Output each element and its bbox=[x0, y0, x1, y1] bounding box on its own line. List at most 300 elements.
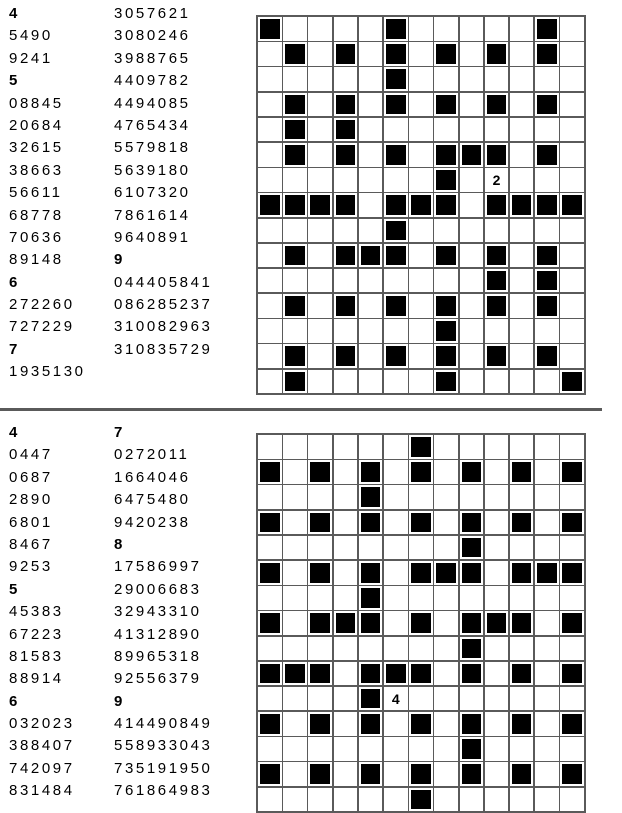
puzzle1-hint-cell-r7c10[interactable]: 2 bbox=[485, 168, 509, 192]
puzzle1-grid bbox=[256, 15, 586, 395]
puzzle2-clue-col2-line15: 558933043 bbox=[114, 737, 213, 755]
puzzle1-cell-r5c5[interactable] bbox=[359, 118, 383, 142]
puzzle2-cell-r11c12[interactable] bbox=[535, 687, 559, 711]
puzzle2-cell-r9c6[interactable] bbox=[384, 637, 408, 661]
puzzle1-cell-r5c3[interactable] bbox=[308, 118, 332, 142]
puzzle1-cell-r4c4-black bbox=[334, 93, 358, 117]
puzzle2-cell-r2c8[interactable] bbox=[434, 460, 458, 484]
puzzle2-cell-r5c13[interactable] bbox=[560, 536, 584, 560]
puzzle2-cell-r3c13[interactable] bbox=[560, 485, 584, 509]
puzzle1-cell-r11c2[interactable] bbox=[283, 269, 307, 293]
puzzle2-cell-r10c4[interactable] bbox=[334, 662, 358, 686]
puzzle2-cell-r11c4[interactable] bbox=[334, 687, 358, 711]
puzzle1-cell-r11c6[interactable] bbox=[384, 269, 408, 293]
puzzle1-cell-r14c7[interactable] bbox=[409, 344, 433, 368]
puzzle2-cell-r7c11[interactable] bbox=[510, 586, 534, 610]
puzzle2-cell-r3c6[interactable] bbox=[384, 485, 408, 509]
puzzle2-cell-r9c10[interactable] bbox=[485, 637, 509, 661]
puzzle1-cell-r5c11[interactable] bbox=[510, 118, 534, 142]
puzzle2-cell-r14c4[interactable] bbox=[334, 762, 358, 786]
puzzle2-cell-r3c10[interactable] bbox=[485, 485, 509, 509]
puzzle2-cell-r8c2[interactable] bbox=[283, 611, 307, 635]
puzzle1-cell-r4c13[interactable] bbox=[560, 93, 584, 117]
puzzle2-cell-r6c10[interactable] bbox=[485, 561, 509, 585]
puzzle2-cell-r13c4[interactable] bbox=[334, 737, 358, 761]
puzzle2-cell-r8c8[interactable] bbox=[434, 611, 458, 635]
puzzle2-cell-r7c3[interactable] bbox=[308, 586, 332, 610]
puzzle1-cell-r8c11-black bbox=[510, 193, 534, 217]
puzzle2-cell-r15c11[interactable] bbox=[510, 788, 534, 812]
puzzle1-cell-r10c7[interactable] bbox=[409, 244, 433, 268]
puzzle2-cell-r5c8[interactable] bbox=[434, 536, 458, 560]
puzzle2-cell-r6c6[interactable] bbox=[384, 561, 408, 585]
puzzle1-cell-r2c13[interactable] bbox=[560, 42, 584, 66]
puzzle2-cell-r7c13[interactable] bbox=[560, 586, 584, 610]
puzzle2-cell-r15c10[interactable] bbox=[485, 788, 509, 812]
puzzle1-cell-r13c2[interactable] bbox=[283, 319, 307, 343]
puzzle2-cell-r15c2[interactable] bbox=[283, 788, 307, 812]
puzzle1-cell-r1c7[interactable] bbox=[409, 17, 433, 41]
puzzle2-cell-r10c1-black bbox=[258, 662, 282, 686]
puzzle1-cell-r2c7[interactable] bbox=[409, 42, 433, 66]
puzzle1-cell-r13c7[interactable] bbox=[409, 319, 433, 343]
puzzle1-cell-r12c7[interactable] bbox=[409, 294, 433, 318]
puzzle1-cell-r1c2[interactable] bbox=[283, 17, 307, 41]
puzzle1-cell-r7c12[interactable] bbox=[535, 168, 559, 192]
puzzle2-cell-r12c1-black bbox=[258, 712, 282, 736]
puzzle1-cell-r14c1[interactable] bbox=[258, 344, 282, 368]
puzzle1-cell-r7c11[interactable] bbox=[510, 168, 534, 192]
puzzle2-cell-r7c2[interactable] bbox=[283, 586, 307, 610]
puzzle1-cell-r4c9[interactable] bbox=[460, 93, 484, 117]
puzzle1-cell-r3c8[interactable] bbox=[434, 67, 458, 91]
puzzle2-clues-column-2 bbox=[114, 422, 212, 803]
puzzle2-cell-r4c4[interactable] bbox=[334, 511, 358, 535]
puzzle2-cell-r13c3[interactable] bbox=[308, 737, 332, 761]
puzzle2-grid bbox=[256, 433, 586, 813]
puzzle2-cell-r15c8[interactable] bbox=[434, 788, 458, 812]
puzzle2-cell-r7c7[interactable] bbox=[409, 586, 433, 610]
puzzle1-clue-col1-line15: 727229 bbox=[9, 318, 75, 336]
puzzle2-cell-r3c8[interactable] bbox=[434, 485, 458, 509]
puzzle1-cell-r5c12[interactable] bbox=[535, 118, 559, 142]
puzzle2-cell-r1c10[interactable] bbox=[485, 435, 509, 459]
puzzle1-cell-r11c5[interactable] bbox=[359, 269, 383, 293]
puzzle1-cell-r9c13[interactable] bbox=[560, 219, 584, 243]
puzzle1-cell-r2c2-black bbox=[283, 42, 307, 66]
puzzle2-cell-r3c2[interactable] bbox=[283, 485, 307, 509]
puzzle2-cell-r14c8[interactable] bbox=[434, 762, 458, 786]
puzzle2-cell-r15c9[interactable] bbox=[460, 788, 484, 812]
puzzle2-cell-r3c3[interactable] bbox=[308, 485, 332, 509]
puzzle1-cell-r9c11[interactable] bbox=[510, 219, 534, 243]
puzzle1-cell-r3c7[interactable] bbox=[409, 67, 433, 91]
puzzle1-cell-r3c3[interactable] bbox=[308, 67, 332, 91]
puzzle2-cell-r7c8[interactable] bbox=[434, 586, 458, 610]
puzzle1-cell-r7c7[interactable] bbox=[409, 168, 433, 192]
puzzle1-cell-r9c2[interactable] bbox=[283, 219, 307, 243]
puzzle1-cell-r8c13-black bbox=[560, 193, 584, 217]
puzzle1-cell-r8c9[interactable] bbox=[460, 193, 484, 217]
puzzle2-cell-r11c3[interactable] bbox=[308, 687, 332, 711]
puzzle2-cell-r12c8[interactable] bbox=[434, 712, 458, 736]
puzzle2-cell-r12c10[interactable] bbox=[485, 712, 509, 736]
puzzle1-cell-r2c11[interactable] bbox=[510, 42, 534, 66]
puzzle1-cell-r1c3[interactable] bbox=[308, 17, 332, 41]
puzzle1-cell-r9c10[interactable] bbox=[485, 219, 509, 243]
puzzle1-cell-r15c11[interactable] bbox=[510, 370, 534, 394]
puzzle1-cell-r6c3[interactable] bbox=[308, 143, 332, 167]
puzzle1-cell-r9c8[interactable] bbox=[434, 219, 458, 243]
puzzle2-cell-r3c4[interactable] bbox=[334, 485, 358, 509]
puzzle1-cell-r7c6[interactable] bbox=[384, 168, 408, 192]
puzzle1-cell-r4c11[interactable] bbox=[510, 93, 534, 117]
puzzle1-cell-r7c1[interactable] bbox=[258, 168, 282, 192]
puzzle1-cell-r3c12[interactable] bbox=[535, 67, 559, 91]
puzzle1-cell-r5c1[interactable] bbox=[258, 118, 282, 142]
puzzle1-cell-r5c6[interactable] bbox=[384, 118, 408, 142]
puzzle2-cell-r15c12[interactable] bbox=[535, 788, 559, 812]
puzzle1-cell-r5c9[interactable] bbox=[460, 118, 484, 142]
puzzle1-cell-r7c5[interactable] bbox=[359, 168, 383, 192]
puzzle1-cell-r9c4[interactable] bbox=[334, 219, 358, 243]
puzzle2-cell-r11c9[interactable] bbox=[460, 687, 484, 711]
puzzle2-cell-r9c13[interactable] bbox=[560, 637, 584, 661]
puzzle2-cell-r12c2[interactable] bbox=[283, 712, 307, 736]
puzzle1-cell-r11c8[interactable] bbox=[434, 269, 458, 293]
puzzle1-cell-r7c4[interactable] bbox=[334, 168, 358, 192]
puzzle2-cell-r1c1[interactable] bbox=[258, 435, 282, 459]
puzzle1-cell-r9c1[interactable] bbox=[258, 219, 282, 243]
puzzle1-cell-r6c7[interactable] bbox=[409, 143, 433, 167]
puzzle1-cell-r5c8[interactable] bbox=[434, 118, 458, 142]
puzzle2-cell-r7c9[interactable] bbox=[460, 586, 484, 610]
puzzle1-cell-r3c2[interactable] bbox=[283, 67, 307, 91]
puzzle2-cell-r14c11-black bbox=[510, 762, 534, 786]
puzzle2-cell-r10c10[interactable] bbox=[485, 662, 509, 686]
puzzle1-cell-r13c12[interactable] bbox=[535, 319, 559, 343]
puzzle1-cell-r5c13[interactable] bbox=[560, 118, 584, 142]
puzzle2-cell-r14c2[interactable] bbox=[283, 762, 307, 786]
puzzle1-cell-r9c3[interactable] bbox=[308, 219, 332, 243]
puzzle1-cell-r3c13[interactable] bbox=[560, 67, 584, 91]
puzzle2-cell-r14c10[interactable] bbox=[485, 762, 509, 786]
puzzle2-cell-r7c12[interactable] bbox=[535, 586, 559, 610]
puzzle1-cell-r12c3[interactable] bbox=[308, 294, 332, 318]
puzzle2-cell-r5c3[interactable] bbox=[308, 536, 332, 560]
puzzle1-cell-r2c9[interactable] bbox=[460, 42, 484, 66]
puzzle1-cell-r3c9[interactable] bbox=[460, 67, 484, 91]
puzzle1-cell-r2c1[interactable] bbox=[258, 42, 282, 66]
puzzle1-cell-r4c5[interactable] bbox=[359, 93, 383, 117]
puzzle2-cell-r12c7-black bbox=[409, 712, 433, 736]
puzzle1-cell-r12c11[interactable] bbox=[510, 294, 534, 318]
puzzle2-cell-r13c10[interactable] bbox=[485, 737, 509, 761]
puzzle1-cell-r13c5[interactable] bbox=[359, 319, 383, 343]
puzzle2-cell-r9c1[interactable] bbox=[258, 637, 282, 661]
puzzle2-cell-r1c3[interactable] bbox=[308, 435, 332, 459]
puzzle2-cell-r9c7[interactable] bbox=[409, 637, 433, 661]
puzzle1-cell-r14c9[interactable] bbox=[460, 344, 484, 368]
puzzle1-clue-col1-line8: 38663 bbox=[9, 161, 64, 179]
puzzle2-cell-r5c12[interactable] bbox=[535, 536, 559, 560]
puzzle2-cell-r4c2[interactable] bbox=[283, 511, 307, 535]
puzzle2-cell-r1c7-black bbox=[409, 435, 433, 459]
puzzle2-cell-r13c6[interactable] bbox=[384, 737, 408, 761]
puzzle1-cell-r11c7[interactable] bbox=[409, 269, 433, 293]
puzzle1-cell-r2c12-black bbox=[535, 42, 559, 66]
puzzle1-cell-r14c3[interactable] bbox=[308, 344, 332, 368]
puzzle1-cell-r11c11[interactable] bbox=[510, 269, 534, 293]
puzzle2-cell-r4c6[interactable] bbox=[384, 511, 408, 535]
puzzle2-cell-r5c2[interactable] bbox=[283, 536, 307, 560]
puzzle2-cell-r13c7[interactable] bbox=[409, 737, 433, 761]
puzzle1-cell-r15c7[interactable] bbox=[409, 370, 433, 394]
puzzle1-cell-r5c10[interactable] bbox=[485, 118, 509, 142]
puzzle2-cell-r10c5-black bbox=[359, 662, 383, 686]
puzzle2-cell-r9c5[interactable] bbox=[359, 637, 383, 661]
puzzle1-cell-r12c13[interactable] bbox=[560, 294, 584, 318]
puzzle1-cell-r12c1[interactable] bbox=[258, 294, 282, 318]
puzzle1-cell-r4c3[interactable] bbox=[308, 93, 332, 117]
puzzle1-cell-r15c10[interactable] bbox=[485, 370, 509, 394]
puzzle1-cell-r4c7[interactable] bbox=[409, 93, 433, 117]
puzzle1-cell-r9c5[interactable] bbox=[359, 219, 383, 243]
puzzle1-cell-r5c7[interactable] bbox=[409, 118, 433, 142]
puzzle2-cell-r7c10[interactable] bbox=[485, 586, 509, 610]
puzzle1-cell-r14c11[interactable] bbox=[510, 344, 534, 368]
puzzle1-cell-r9c7[interactable] bbox=[409, 219, 433, 243]
puzzle2-cell-r3c11[interactable] bbox=[510, 485, 534, 509]
puzzle2-cell-r9c4[interactable] bbox=[334, 637, 358, 661]
puzzle2-cell-r14c12[interactable] bbox=[535, 762, 559, 786]
puzzle2-cell-r6c4[interactable] bbox=[334, 561, 358, 585]
puzzle2-cell-r4c12[interactable] bbox=[535, 511, 559, 535]
puzzle2-cell-r7c4[interactable] bbox=[334, 586, 358, 610]
puzzle1-cell-r13c4[interactable] bbox=[334, 319, 358, 343]
puzzle1-cell-r9c9[interactable] bbox=[460, 219, 484, 243]
puzzle1-cell-r10c3[interactable] bbox=[308, 244, 332, 268]
puzzle1-cell-r3c1[interactable] bbox=[258, 67, 282, 91]
puzzle1-cell-r15c5[interactable] bbox=[359, 370, 383, 394]
puzzle2-cell-r1c8[interactable] bbox=[434, 435, 458, 459]
puzzle1-cell-r2c3[interactable] bbox=[308, 42, 332, 66]
puzzle2-cell-r1c11[interactable] bbox=[510, 435, 534, 459]
puzzle2-cell-r13c1[interactable] bbox=[258, 737, 282, 761]
puzzle1-cell-r15c3[interactable] bbox=[308, 370, 332, 394]
puzzle2-clue-col2-line11: 89965318 bbox=[114, 647, 202, 665]
puzzle1-cell-r12c5[interactable] bbox=[359, 294, 383, 318]
puzzle2-hint-cell-r11c6[interactable]: 4 bbox=[384, 687, 408, 711]
puzzle1-cell-r1c9[interactable] bbox=[460, 17, 484, 41]
puzzle1-cell-r6c5[interactable] bbox=[359, 143, 383, 167]
puzzle1-cell-r13c10[interactable] bbox=[485, 319, 509, 343]
puzzle1-cell-r7c9[interactable] bbox=[460, 168, 484, 192]
puzzle2-cell-r3c1[interactable] bbox=[258, 485, 282, 509]
puzzle1-clue-col2-line8: 5639180 bbox=[114, 161, 191, 179]
puzzle1-cell-r13c11[interactable] bbox=[510, 319, 534, 343]
puzzle2-cell-r4c8[interactable] bbox=[434, 511, 458, 535]
puzzle2-cell-r15c13[interactable] bbox=[560, 788, 584, 812]
puzzle2-cell-r12c12[interactable] bbox=[535, 712, 559, 736]
puzzle1-cell-r15c1[interactable] bbox=[258, 370, 282, 394]
puzzle2-cell-r3c7[interactable] bbox=[409, 485, 433, 509]
puzzle1-cell-r4c2-black bbox=[283, 93, 307, 117]
puzzle1-cell-r6c1[interactable] bbox=[258, 143, 282, 167]
puzzle2-cell-r11c8[interactable] bbox=[434, 687, 458, 711]
puzzle1-cell-r13c13[interactable] bbox=[560, 319, 584, 343]
puzzle2-cell-r13c8[interactable] bbox=[434, 737, 458, 761]
puzzle1-cell-r2c8-black bbox=[434, 42, 458, 66]
puzzle2-cell-r5c4[interactable] bbox=[334, 536, 358, 560]
puzzle1-cell-r13c3[interactable] bbox=[308, 319, 332, 343]
puzzle1-clue-col2-line10: 7861614 bbox=[114, 206, 191, 224]
puzzle1-cell-r7c2[interactable] bbox=[283, 168, 307, 192]
puzzle1-cell-r14c13[interactable] bbox=[560, 344, 584, 368]
puzzle2-cell-r15c3[interactable] bbox=[308, 788, 332, 812]
puzzle1-cell-r13c1[interactable] bbox=[258, 319, 282, 343]
puzzle2-cell-r9c2[interactable] bbox=[283, 637, 307, 661]
puzzle2-cell-r2c6[interactable] bbox=[384, 460, 408, 484]
puzzle2-cell-r3c12[interactable] bbox=[535, 485, 559, 509]
puzzle2-cell-r5c5[interactable] bbox=[359, 536, 383, 560]
puzzle1-clue-col1-line5: 08845 bbox=[9, 94, 64, 112]
puzzle1-cell-r1c4[interactable] bbox=[334, 17, 358, 41]
puzzle2-cell-r13c12[interactable] bbox=[535, 737, 559, 761]
puzzle1-cell-r13c6[interactable] bbox=[384, 319, 408, 343]
puzzle1-cell-r1c10[interactable] bbox=[485, 17, 509, 41]
puzzle2-cell-r12c4[interactable] bbox=[334, 712, 358, 736]
puzzle2-cell-r2c4[interactable] bbox=[334, 460, 358, 484]
puzzle2-cell-r14c3-black bbox=[308, 762, 332, 786]
puzzle1-cell-r12c9[interactable] bbox=[460, 294, 484, 318]
puzzle2-cell-r13c13[interactable] bbox=[560, 737, 584, 761]
puzzle2-cell-r15c4[interactable] bbox=[334, 788, 358, 812]
puzzle1-cell-r3c11[interactable] bbox=[510, 67, 534, 91]
puzzle2-cell-r11c1[interactable] bbox=[258, 687, 282, 711]
puzzle2-cell-r3c9[interactable] bbox=[460, 485, 484, 509]
puzzle2-cell-r5c1[interactable] bbox=[258, 536, 282, 560]
puzzle1-cell-r10c11[interactable] bbox=[510, 244, 534, 268]
puzzle2-cell-r13c2[interactable] bbox=[283, 737, 307, 761]
puzzle2-cell-r9c3[interactable] bbox=[308, 637, 332, 661]
puzzle2-cell-r1c9[interactable] bbox=[460, 435, 484, 459]
puzzle1-cell-r15c12[interactable] bbox=[535, 370, 559, 394]
puzzle2-cell-r8c4-black bbox=[334, 611, 358, 635]
puzzle2-cell-r11c10[interactable] bbox=[485, 687, 509, 711]
puzzle2-cell-r1c13[interactable] bbox=[560, 435, 584, 459]
puzzle1-cell-r1c13[interactable] bbox=[560, 17, 584, 41]
puzzle2-cell-r13c5[interactable] bbox=[359, 737, 383, 761]
puzzle2-cell-r9c11[interactable] bbox=[510, 637, 534, 661]
puzzle2-cell-r5c6[interactable] bbox=[384, 536, 408, 560]
puzzle1-cell-r6c13[interactable] bbox=[560, 143, 584, 167]
puzzle1-cell-r2c5[interactable] bbox=[359, 42, 383, 66]
puzzle1-cell-r14c5[interactable] bbox=[359, 344, 383, 368]
puzzle1-cell-r10c1[interactable] bbox=[258, 244, 282, 268]
puzzle1-cell-r7c13[interactable] bbox=[560, 168, 584, 192]
puzzle1-cell-r11c4[interactable] bbox=[334, 269, 358, 293]
puzzle1-cell-r1c5[interactable] bbox=[359, 17, 383, 41]
puzzle1-cell-r15c9[interactable] bbox=[460, 370, 484, 394]
puzzle1-cell-r3c5[interactable] bbox=[359, 67, 383, 91]
puzzle2-cell-r1c5[interactable] bbox=[359, 435, 383, 459]
puzzle2-cell-r6c2[interactable] bbox=[283, 561, 307, 585]
puzzle1-cell-r3c4[interactable] bbox=[334, 67, 358, 91]
puzzle2-cell-r12c6[interactable] bbox=[384, 712, 408, 736]
puzzle1-cell-r3c10[interactable] bbox=[485, 67, 509, 91]
puzzle1-cell-r11c9[interactable] bbox=[460, 269, 484, 293]
puzzle2-cell-r15c6[interactable] bbox=[384, 788, 408, 812]
puzzle2-cell-r5c7[interactable] bbox=[409, 536, 433, 560]
puzzle2-cell-r1c2[interactable] bbox=[283, 435, 307, 459]
puzzle2-cell-r10c8[interactable] bbox=[434, 662, 458, 686]
puzzle2-cell-r14c6[interactable] bbox=[384, 762, 408, 786]
puzzle2-cell-r9c12[interactable] bbox=[535, 637, 559, 661]
puzzle1-cell-r8c5[interactable] bbox=[359, 193, 383, 217]
puzzle2-cell-r1c12[interactable] bbox=[535, 435, 559, 459]
puzzle2-cell-r11c7[interactable] bbox=[409, 687, 433, 711]
puzzle2-cell-r9c8[interactable] bbox=[434, 637, 458, 661]
puzzle2-cell-r2c2[interactable] bbox=[283, 460, 307, 484]
puzzle1-cell-r4c1[interactable] bbox=[258, 93, 282, 117]
puzzle1-cell-r9c12[interactable] bbox=[535, 219, 559, 243]
puzzle1-cell-r6c11[interactable] bbox=[510, 143, 534, 167]
puzzle1-cell-r8c6-black bbox=[384, 193, 408, 217]
puzzle2-cell-r7c6[interactable] bbox=[384, 586, 408, 610]
puzzle1-cell-r15c6[interactable] bbox=[384, 370, 408, 394]
puzzle2-cell-r1c6[interactable] bbox=[384, 435, 408, 459]
puzzle1-cell-r15c2-black bbox=[283, 370, 307, 394]
puzzle2-cell-r8c1-black bbox=[258, 611, 282, 635]
puzzle2-cell-r10c12[interactable] bbox=[535, 662, 559, 686]
puzzle2-cell-r8c12[interactable] bbox=[535, 611, 559, 635]
puzzle2-cell-r4c10[interactable] bbox=[485, 511, 509, 535]
puzzle1-cell-r13c9[interactable] bbox=[460, 319, 484, 343]
puzzle1-cell-r7c3[interactable] bbox=[308, 168, 332, 192]
puzzle2-cell-r2c10[interactable] bbox=[485, 460, 509, 484]
puzzle2-cell-r2c12[interactable] bbox=[535, 460, 559, 484]
puzzle1-cell-r11c1[interactable] bbox=[258, 269, 282, 293]
puzzle2-cell-r5c11[interactable] bbox=[510, 536, 534, 560]
puzzle2-cell-r1c4[interactable] bbox=[334, 435, 358, 459]
puzzle1-cell-r10c13[interactable] bbox=[560, 244, 584, 268]
puzzle1-cell-r10c9[interactable] bbox=[460, 244, 484, 268]
puzzle1-cell-r1c11[interactable] bbox=[510, 17, 534, 41]
puzzle2-cell-r8c6[interactable] bbox=[384, 611, 408, 635]
puzzle2-cell-r15c1[interactable] bbox=[258, 788, 282, 812]
puzzle1-cell-r4c10-black bbox=[485, 93, 509, 117]
puzzle2-clue-col2-line2: 0272011 bbox=[114, 446, 190, 464]
puzzle2-cell-r2c9-black bbox=[460, 460, 484, 484]
puzzle1-cell-r11c3[interactable] bbox=[308, 269, 332, 293]
puzzle2-cell-r11c11[interactable] bbox=[510, 687, 534, 711]
puzzle1-cell-r6c6-black bbox=[384, 143, 408, 167]
puzzle2-cell-r5c10[interactable] bbox=[485, 536, 509, 560]
puzzle1-cell-r8c7-black bbox=[409, 193, 433, 217]
puzzle1-cell-r11c13[interactable] bbox=[560, 269, 584, 293]
puzzle2-cell-r8c3-black bbox=[308, 611, 332, 635]
puzzle2-cell-r11c2[interactable] bbox=[283, 687, 307, 711]
puzzle1-cell-r15c4[interactable] bbox=[334, 370, 358, 394]
puzzle2-cell-r7c1[interactable] bbox=[258, 586, 282, 610]
puzzle2-cell-r13c11[interactable] bbox=[510, 737, 534, 761]
puzzle1-cell-r14c8-black bbox=[434, 344, 458, 368]
puzzle2-cell-r11c13[interactable] bbox=[560, 687, 584, 711]
puzzle2-cell-r12c5-black bbox=[359, 712, 383, 736]
puzzle2-cell-r15c5[interactable] bbox=[359, 788, 383, 812]
puzzle1-cell-r1c8[interactable] bbox=[434, 17, 458, 41]
